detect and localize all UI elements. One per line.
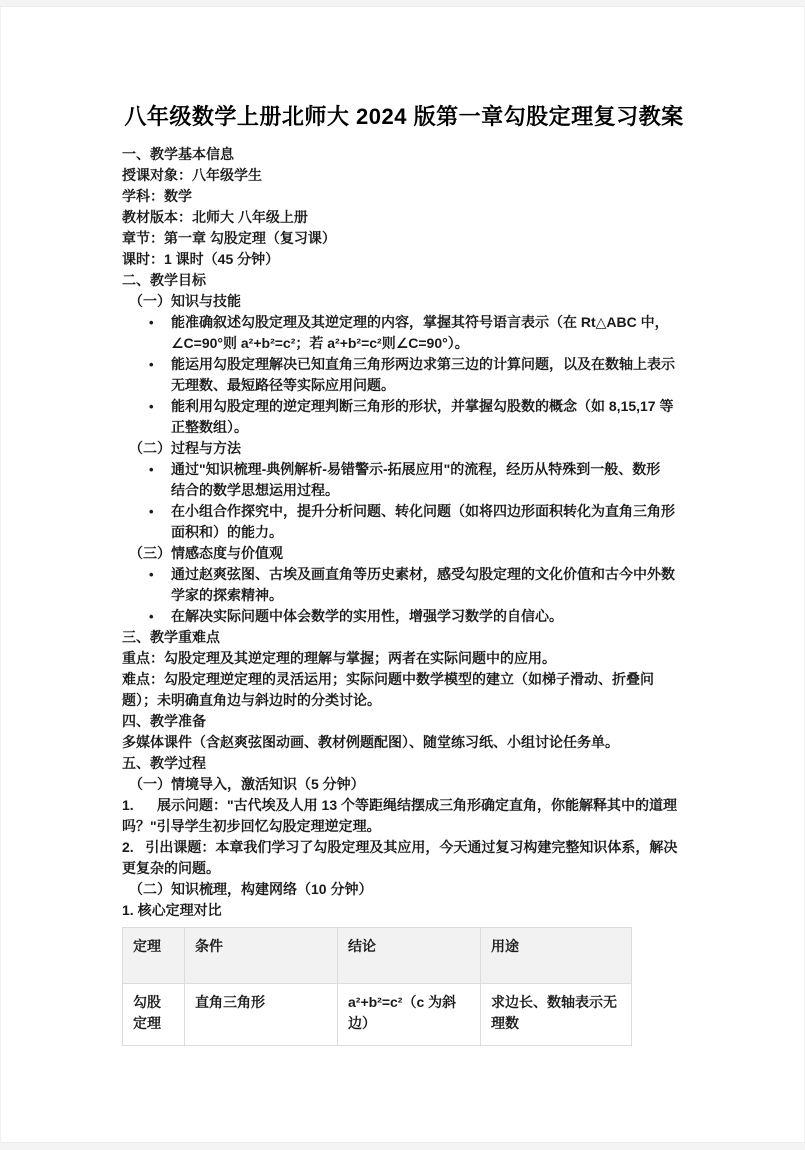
table-cell: 求边长、数轴表示无理数 <box>481 984 632 1046</box>
doc-line: 正整数组）。 <box>171 419 248 435</box>
table-header-cell: 结论 <box>338 928 481 984</box>
doc-line: （一）知识与技能 <box>129 293 241 309</box>
table-cell: 勾股定理 <box>123 984 185 1046</box>
doc-line: 四、教学准备 <box>122 713 206 729</box>
doc-line: 吗？"引导学生初步回忆勾股定理逆定理。 <box>122 818 381 834</box>
doc-line: 1. 展示问题："古代埃及人用 13 个等距绳结摆成三角形确定直角，你能解释其中的道理 <box>122 797 678 813</box>
doc-line-text: 在小组合作探究中，提升分析问题、转化问题（如将四边形面积转化为直角三角形 <box>171 503 675 519</box>
doc-line: 更复杂的问题。 <box>122 860 220 876</box>
bullet-icon: • <box>149 609 154 624</box>
bullet-icon: • <box>149 504 154 519</box>
doc-line-text: 能运用勾股定理解决已知直角三角形两边求第三边的计算问题，以及在数轴上表示 <box>171 356 675 372</box>
doc-line: 学科：数学 <box>122 188 192 204</box>
bullet-icon: • <box>149 357 154 372</box>
doc-line <box>122 459 686 480</box>
doc-line <box>122 564 686 585</box>
doc-line: 一、教学基本信息 <box>122 146 234 162</box>
document-content <box>1 7 804 1046</box>
doc-line: 无理数、最短路径等实际应用问题。 <box>171 377 395 393</box>
table-row <box>123 984 632 1046</box>
document-lines <box>122 144 686 921</box>
table-cell: a²+b²=c²（c 为斜边） <box>338 984 481 1046</box>
doc-line: （二）知识梳理，构建网络（10 分钟） <box>129 881 373 897</box>
doc-line-text: 在解决实际问题中体会数学的实用性，增强学习数学的自信心。 <box>171 608 563 624</box>
page-title: 八年级数学上册北师大 2024 版第一章勾股定理复习教案 <box>124 104 684 129</box>
doc-line <box>122 501 686 522</box>
doc-line: 结合的数学思想运用过程。 <box>171 482 339 498</box>
doc-line: ∠C=90°则 a²+b²=c²；若 a²+b²=c²则∠C=90°）。 <box>171 335 469 351</box>
doc-line: 授课对象：八年级学生 <box>122 167 262 183</box>
doc-line: （二）过程与方法 <box>129 440 241 456</box>
table-head <box>123 928 632 984</box>
table-header-cell: 用途 <box>481 928 632 984</box>
doc-line: （一）情境导入，激活知识（5 分钟） <box>129 776 365 792</box>
bullet-icon: • <box>149 399 154 414</box>
bullet-icon: • <box>149 315 154 330</box>
doc-line: 题）；未明确直角边与斜边时的分类讨论。 <box>122 692 381 708</box>
doc-line-text: 通过"知识梳理-典例解析-易错警示-拓展应用"的流程，经历从特殊到一般、数形 <box>171 461 661 477</box>
table-body <box>123 984 632 1046</box>
doc-line: 重点：勾股定理及其逆定理的理解与掌握；两者在实际问题中的应用。 <box>122 650 556 666</box>
doc-line: 1. 核心定理对比 <box>122 902 222 918</box>
doc-line: 教材版本：北师大 八年级上册 <box>122 209 308 225</box>
doc-line: 多媒体课件（含赵爽弦图动画、教材例题配图）、随堂练习纸、小组讨论任务单。 <box>122 734 619 750</box>
table-header-row <box>123 928 632 984</box>
bullet-icon: • <box>149 567 154 582</box>
doc-line: 学家的探索精神。 <box>171 587 283 603</box>
doc-line: 章节：第一章 勾股定理（复习课） <box>122 230 336 246</box>
table-header-cell: 定理 <box>123 928 185 984</box>
doc-line: 二、教学目标 <box>122 272 206 288</box>
doc-line <box>122 396 686 417</box>
doc-line-text: 能利用勾股定理的逆定理判断三角形的形状，并掌握勾股数的概念（如 8,15,17 等 <box>171 398 674 414</box>
doc-line-text: 能准确叙述勾股定理及其逆定理的内容，掌握其符号语言表示（在 Rt△ABC 中， <box>171 314 669 330</box>
doc-line <box>122 606 686 627</box>
doc-line: 五、教学过程 <box>122 755 206 771</box>
table-cell: 直角三角形 <box>185 984 338 1046</box>
doc-line: 课时：1 课时（45 分钟） <box>122 251 280 267</box>
doc-line: 难点：勾股定理逆定理的灵活运用；实际问题中数学模型的建立（如梯子滑动、折叠问 <box>122 671 654 687</box>
doc-line <box>122 354 686 375</box>
doc-line <box>122 312 686 333</box>
doc-line: 2. 引出课题：本章我们学习了勾股定理及其应用，今天通过复习构建完整知识体系，解决 <box>122 839 678 855</box>
table-header-cell: 条件 <box>185 928 338 984</box>
doc-line: 三、教学重难点 <box>122 629 220 645</box>
doc-line-text: 通过赵爽弦图、古埃及画直角等历史素材，感受勾股定理的文化价值和古今中外数 <box>171 566 675 582</box>
bullet-icon: • <box>149 462 154 477</box>
doc-line: 面积和）的能力。 <box>171 524 283 540</box>
doc-line: （三）情感态度与价值观 <box>129 545 283 561</box>
theorem-comparison-table <box>122 927 632 1046</box>
document-page <box>0 6 805 1143</box>
